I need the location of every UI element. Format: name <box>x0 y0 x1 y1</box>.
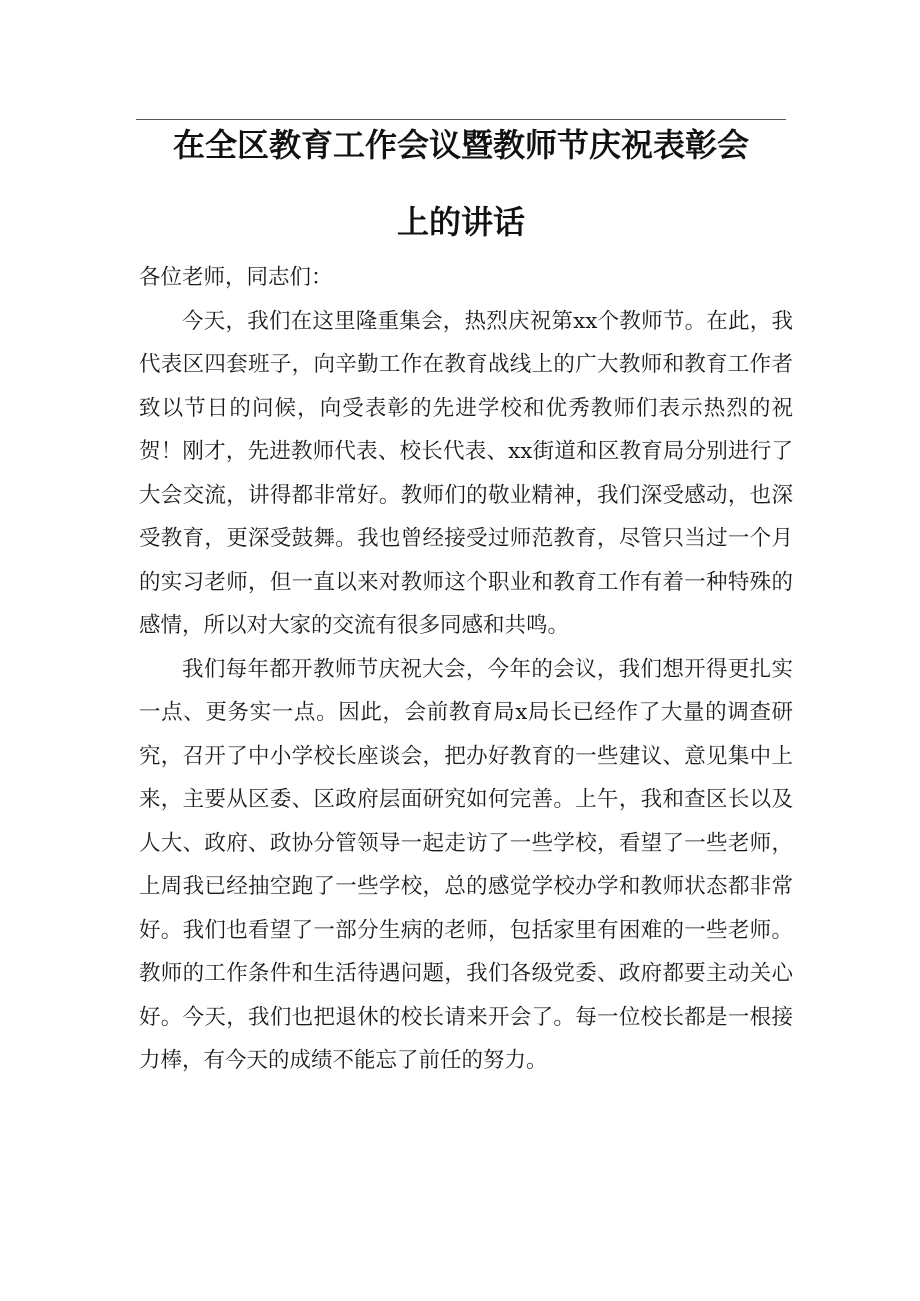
paragraph-1: 今天，我们在这里隆重集会，热烈庆祝第xx个教师节。在此，我代表区四套班子，向辛勤工作在教育战线上的广大教师和教育工作者致以节日的问候，向受表彰的先进学校和优秀教师们表示热烈的祝贺！刚才，先进教师代表、校长代表、xx街道和区教育局分别进行了大会交流，讲得都非常好。教师们的敬业精神，我们深受感动，也深受教育，更深受鼓舞。我也曾经接受过师范教育，尽管只当过一个月的实习老师，但一直以来对教师这个职业和教育工作有着一种特殊的感情，所以对大家的交流有很多同感和共鸣。 <box>139 308 793 638</box>
document-title-line-2: 上的讲话 <box>396 203 525 241</box>
paragraph-2: 我们每年都开教师节庆祝大会，今年的会议，我们想开得更扎实一点、更务实一点。因此，会前教育局x局长已经作了大量的调查研究，召开了中小学校长座谈会，把办好教育的一些建议、意见集中上来，主要从区委、区政府层面研究如何完善。上午，我和查区长以及人大、政府、政协分管领导一起走访了一些学校，看望了一些老师，上周我已经抽空跑了一些学校，总的感觉学校办学和教师状态都非常好。我们也看望了一部分生病的老师，包括家里有困难的一些老师。教师的工作条件和生活待遇问题，我们各级党委、政府都要主动关心好。今天，我们也把退休的校长请来开会了。每一位校长都是一根接力棒，有今天的成绩不能忘了前任的努力。 <box>139 656 793 1073</box>
salutation: 各位老师，同志们： <box>139 265 333 290</box>
document-body <box>139 256 793 1083</box>
document-title-line-1: 在全区教育工作会议暨教师节庆祝表彰会 <box>172 126 749 164</box>
